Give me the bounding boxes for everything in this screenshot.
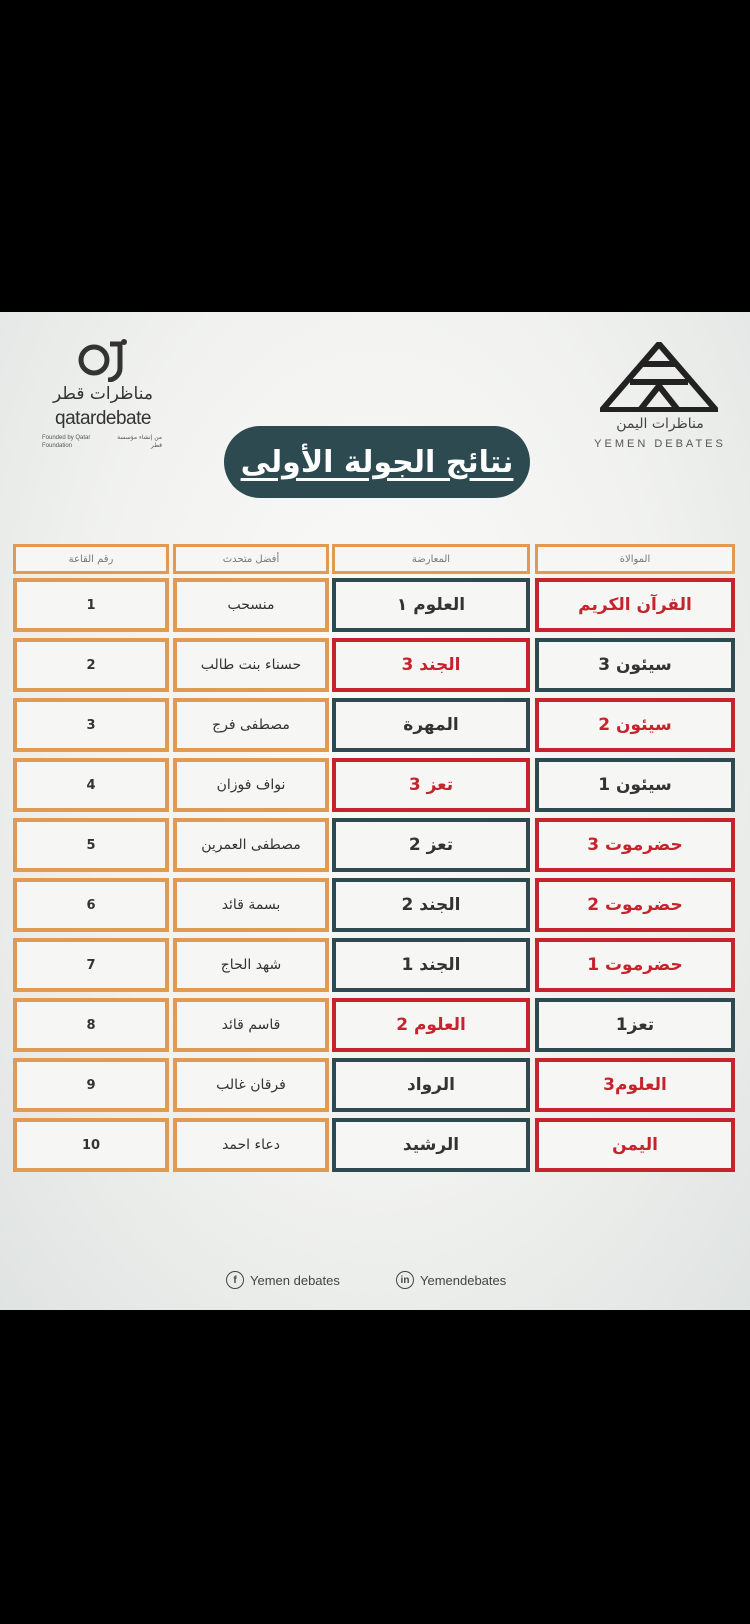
opposition-cell	[332, 878, 530, 932]
footer	[0, 1268, 750, 1292]
proposition-cell	[535, 878, 735, 932]
facebook-label: Yemen debates	[250, 1272, 340, 1288]
proposition-cell	[535, 998, 735, 1052]
best-speaker-cell	[173, 938, 329, 992]
room-cell	[13, 1118, 169, 1172]
proposition-cell	[535, 1118, 735, 1172]
room-cell	[13, 938, 169, 992]
room-cell	[13, 1058, 169, 1112]
header-best-speaker: أفضل متحدث	[173, 544, 329, 574]
proposition-cell	[535, 1058, 735, 1112]
opposition-cell	[332, 1118, 530, 1172]
best-speaker-cell-text: منسحب	[227, 597, 275, 613]
linkedin-link[interactable]	[396, 1268, 506, 1292]
header-room: رقم القاعة	[13, 544, 169, 574]
room-cell-text: 2	[86, 657, 96, 673]
room-cell-text: 7	[86, 957, 96, 973]
header-proposition: الموالاة	[535, 544, 735, 574]
best-speaker-cell-text: مصطفى العمرين	[201, 837, 301, 853]
best-speaker-cell	[173, 818, 329, 872]
room-cell-text: 1	[86, 597, 96, 613]
best-speaker-cell-text: بسمة قائد	[221, 897, 281, 913]
proposition-cell-text: حضرموت 1	[587, 955, 683, 975]
yemen-debates-logo	[590, 334, 730, 464]
qatar-debate-logo	[38, 334, 168, 454]
qatar-founded-en: Founded by Qatar Foundation	[42, 435, 91, 449]
best-speaker-cell-text: فرقان غالب	[216, 1077, 286, 1093]
opposition-cell	[332, 578, 530, 632]
room-cell	[13, 818, 169, 872]
yemen-logo-arabic: مناظرات اليمن	[616, 416, 704, 432]
proposition-cell	[535, 758, 735, 812]
best-speaker-cell	[173, 578, 329, 632]
best-speaker-cell	[173, 878, 329, 932]
opposition-cell-text: العلوم ١	[396, 595, 466, 615]
room-cell-text: 3	[86, 717, 96, 733]
room-cell-text: 10	[81, 1137, 101, 1153]
room-cell-text: 4	[86, 777, 96, 793]
page-title	[224, 426, 530, 498]
proposition-cell-text: اليمن	[612, 1135, 658, 1155]
proposition-cell	[535, 938, 735, 992]
yemen-logo-english: YEMEN DEBATES	[594, 438, 726, 450]
qatar-debate-mark-icon	[74, 338, 134, 382]
room-cell-text: 9	[86, 1077, 96, 1093]
best-speaker-cell	[173, 638, 329, 692]
opposition-cell	[332, 638, 530, 692]
opposition-cell-text: تعز 3	[408, 775, 454, 795]
header-opposition: المعارضة	[332, 544, 530, 574]
best-speaker-cell-text: دعاء احمد	[222, 1137, 280, 1153]
best-speaker-cell-text: نواف فوزان	[216, 777, 286, 793]
room-cell	[13, 638, 169, 692]
opposition-cell	[332, 758, 530, 812]
opposition-cell-text: الجند 3	[401, 655, 461, 675]
opposition-cell	[332, 818, 530, 872]
room-cell	[13, 998, 169, 1052]
best-speaker-cell	[173, 998, 329, 1052]
proposition-cell-text: سيئون 2	[598, 715, 672, 735]
best-speaker-cell-text: قاسم قائد	[221, 1017, 281, 1033]
opposition-cell-text: الرواد	[407, 1075, 455, 1095]
qatar-founded-ar: من إنشاء مؤسسة قطر	[117, 434, 162, 449]
results-card	[0, 312, 750, 1310]
opposition-cell-text: الجند 1	[401, 955, 461, 975]
room-cell	[13, 698, 169, 752]
room-cell-text: 6	[86, 897, 96, 913]
room-cell-text: 8	[86, 1017, 96, 1033]
room-cell	[13, 758, 169, 812]
best-speaker-cell	[173, 1058, 329, 1112]
best-speaker-cell	[173, 758, 329, 812]
proposition-cell-text: حضرموت 2	[587, 895, 683, 915]
best-speaker-cell-text: شهد الحاج	[220, 957, 282, 973]
page-title-text: نتائج الجولة الأولى	[240, 444, 514, 480]
proposition-cell-text: القرآن الكريم	[578, 595, 692, 615]
facebook-icon: f	[226, 1271, 244, 1289]
qatar-logo-english: qatardebate	[55, 408, 151, 429]
best-speaker-cell-text: مصطفى فرج	[212, 717, 290, 733]
room-cell-text: 5	[86, 837, 96, 853]
proposition-cell	[535, 818, 735, 872]
best-speaker-cell	[173, 1118, 329, 1172]
proposition-cell-text: تعز1	[615, 1015, 655, 1035]
opposition-cell	[332, 998, 530, 1052]
room-cell	[13, 578, 169, 632]
opposition-cell-text: الرشيد	[402, 1135, 460, 1155]
proposition-cell-text: حضرموت 3	[587, 835, 683, 855]
opposition-cell	[332, 938, 530, 992]
qatar-logo-arabic: مناظرات قطر	[53, 384, 153, 404]
linkedin-icon: in	[396, 1271, 414, 1289]
proposition-cell-text: سيئون 3	[598, 655, 672, 675]
opposition-cell	[332, 1058, 530, 1112]
room-cell	[13, 878, 169, 932]
proposition-cell-text: العلوم3	[603, 1075, 667, 1095]
opposition-cell-text: الجند 2	[401, 895, 461, 915]
opposition-cell-text: العلوم 2	[396, 1015, 466, 1035]
linkedin-label: Yemendebates	[420, 1272, 507, 1288]
opposition-cell-text: المهرة	[403, 715, 459, 735]
opposition-cell	[332, 698, 530, 752]
proposition-cell	[535, 698, 735, 752]
yemen-debates-mark-icon	[600, 342, 718, 412]
facebook-link[interactable]	[226, 1268, 340, 1292]
best-speaker-cell	[173, 698, 329, 752]
proposition-cell	[535, 638, 735, 692]
opposition-cell-text: تعز 2	[408, 835, 454, 855]
proposition-cell-text: سيئون 1	[598, 775, 672, 795]
proposition-cell	[535, 578, 735, 632]
best-speaker-cell-text: حسناء بنت طالب	[200, 657, 302, 673]
